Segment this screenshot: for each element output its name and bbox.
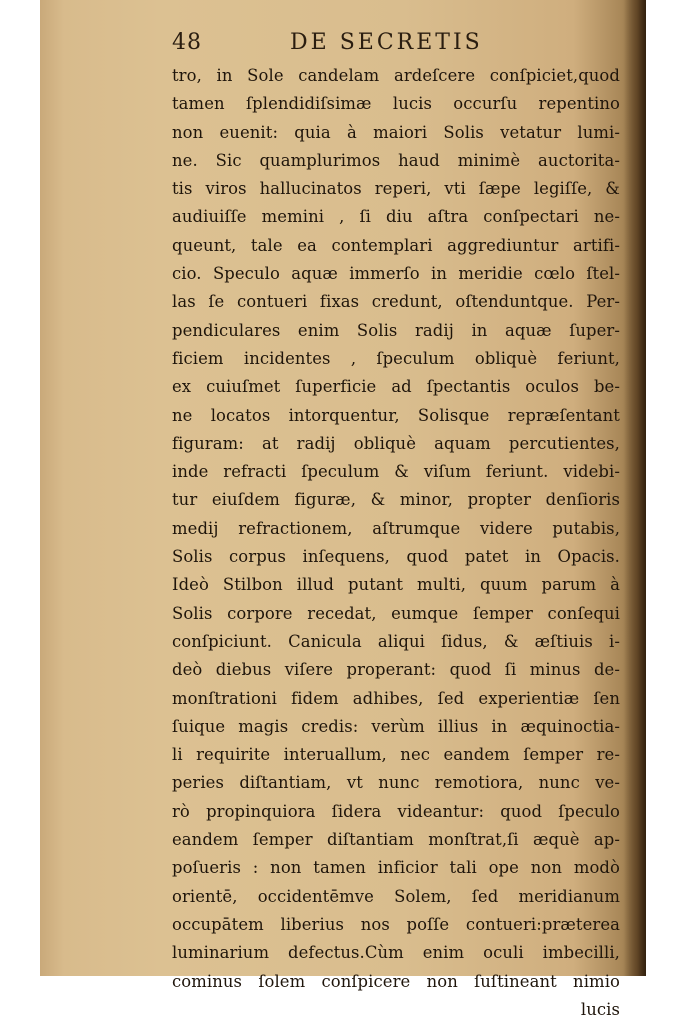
- text-line: medij refractionem, aſtrumque videre putabis,: [172, 518, 620, 538]
- text-line: luminarium defectus.Cùm enim oculi imbecilli,: [172, 943, 620, 963]
- text-line: rò propinquiora ſidera videantur: quod ſpeculo: [172, 801, 620, 821]
- text-line: audiuiſſe memini , ſi diu aſtra conſpectari ne-: [172, 207, 620, 227]
- text-line: Solis corpus inſequens, quod patet in Opacis.: [172, 547, 620, 567]
- text-line: Ideò Stilbon illud putant multi, quum parum à: [172, 575, 620, 595]
- text-line: poſueris : non tamen inficior tali ope non modò: [172, 858, 620, 878]
- text-line: ficiem incidentes , ſpeculum obliquè feriunt,: [172, 348, 620, 368]
- text-line: tro, in Sole candelam ardeſcere conſpiciet,quod: [172, 66, 620, 85]
- body-text: [172, 62, 620, 1024]
- text-line: deò diebus viſere properant: quod ſi minus de-: [172, 660, 620, 680]
- page-number: 48: [172, 30, 202, 55]
- book-page: [40, 0, 646, 1019]
- text-line: tur eiuſdem figuræ, & minor, propter denſioris: [172, 490, 620, 510]
- text-line: occupātem liberius nos poſſe contueri:præterea: [172, 914, 620, 934]
- text-line: cominus ſolem conſpicere non ſuſtineant nimio: [172, 971, 620, 991]
- text-line: queunt, tale ea contemplari aggrediuntur artifi-: [172, 235, 620, 255]
- text-line: las ſe contueri fixas credunt, oſtenduntque. Per-: [172, 292, 620, 312]
- text-line: tamen ſplendidiſsimæ lucis occurſu repentino: [172, 94, 620, 114]
- text-line: Solis corpore recedat, eumque ſemper conſequi: [172, 603, 620, 623]
- running-head: DE SECRETIS: [290, 30, 483, 55]
- text-line: ex cuiuſmet ſuperficie ad ſpectantis oculos be-: [172, 377, 620, 397]
- text-line: monſtrationi fidem adhibes, ſed experientiæ ſen: [172, 688, 620, 708]
- text-line: peries diſtantiam, vt nunc remotiora, nunc ve-: [172, 773, 620, 793]
- text-line: conſpiciunt. Canicula aliqui ſidus, & æſtiuis i-: [172, 631, 620, 651]
- text-line: cio. Speculo aquæ immerſo in meridie cœlo ſtel-: [172, 264, 620, 284]
- text-line: li requirite interuallum, nec eandem ſemper re-: [172, 745, 620, 765]
- text-line: non euenit: quia à maiori Solis vetatur lumi-: [172, 122, 620, 142]
- catchword: lucis: [580, 999, 620, 1019]
- text-line: ſuique magis credis: verùm illius in æquinoctia-: [172, 716, 620, 736]
- page-header: [172, 30, 592, 64]
- text-line: pendiculares enim Solis radij in aquæ ſuper-: [172, 320, 620, 340]
- text-line: figuram: at radij obliquè aquam percutientes,: [172, 433, 620, 453]
- text-line: eandem ſemper diſtantiam monſtrat,ſi æquè ap-: [172, 830, 620, 850]
- text-line: orientē, occidentēmve Solem, ſed meridianum: [172, 886, 620, 906]
- text-line: inde refracti ſpeculum & viſum feriunt. videbi-: [172, 462, 620, 482]
- text-line: ne locatos intorquentur, Solisque repræſentant: [172, 405, 620, 425]
- text-line: ne. Sic quamplurimos haud minimè auctorita-: [172, 150, 620, 170]
- text-line: tis viros hallucinatos reperi, vti ſæpe legiſſe, &: [172, 179, 620, 199]
